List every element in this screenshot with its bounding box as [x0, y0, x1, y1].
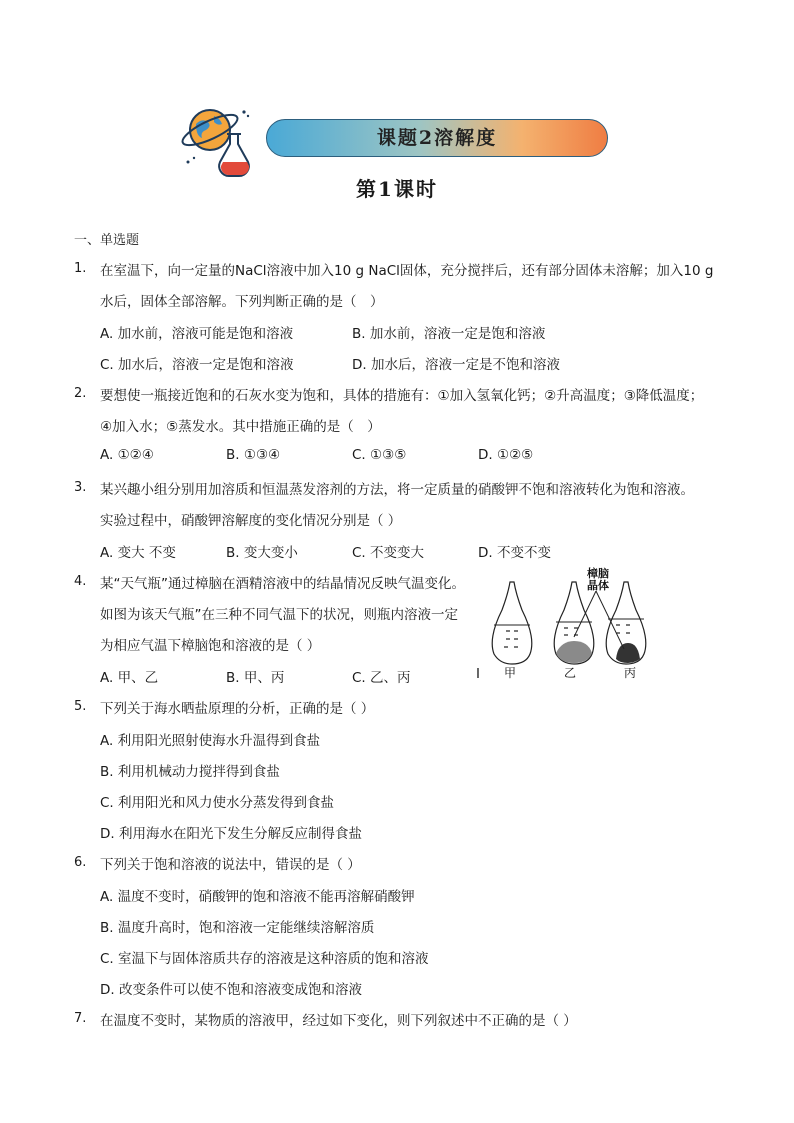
- question-text: 在室温下，向一定量的NaCl溶液中加入10 g NaCl固体，充分搅拌后，还有部分固体未溶解；加入10 g: [100, 263, 714, 279]
- option: A. 甲、乙: [100, 670, 159, 686]
- question-text: 下列关于海水晒盐原理的分析，正确的是（ ）: [100, 701, 375, 717]
- question-number: 1.: [74, 261, 87, 276]
- flask-bing: [606, 582, 646, 664]
- question-text: 实验过程中，硝酸钾溶解度的变化情况分别是（ ）: [100, 513, 402, 529]
- question-number: 3.: [74, 480, 87, 495]
- question-text: 在温度不变时，某物质的溶液甲，经过如下变化，则下列叙述中不正确的是（ ）: [100, 1013, 577, 1029]
- option: A. ①②④: [100, 447, 154, 463]
- option: I: [476, 666, 480, 682]
- option: C. 不变变大: [352, 545, 425, 561]
- option: C. 利用阳光和风力使水分蒸发得到食盐: [100, 795, 335, 811]
- weather-flask-figure: [484, 567, 654, 682]
- question-number: 4.: [74, 574, 87, 589]
- option: B. 变大变小: [226, 545, 298, 561]
- question-number: 7.: [74, 1011, 87, 1026]
- option: B. 利用机械动力搅拌得到食盐: [100, 764, 280, 780]
- lesson-subtitle: 第1课时: [356, 177, 438, 201]
- option: A. 温度不变时，硝酸钾的饱和溶液不能再溶解硝酸钾: [100, 889, 415, 905]
- question-number: 2.: [74, 386, 87, 401]
- option: D. 加水后，溶液一定是不饱和溶液: [352, 357, 560, 373]
- question-text: 某兴趣小组分别用加溶质和恒温蒸发溶剂的方法，将一定质量的硝酸钾不饱和溶液转化为饱和溶液。: [100, 482, 694, 498]
- flask-label: 乙: [564, 666, 577, 680]
- question-text: 某“天气瓶”通过樟脑在酒精溶液中的结晶情况反映气温变化。: [100, 576, 465, 592]
- chemistry-logo-icon: [180, 100, 260, 180]
- lesson-title: 课题2溶解度: [376, 127, 498, 149]
- option: A. 加水前，溶液可能是饱和溶液: [100, 326, 294, 342]
- option: C. 乙、丙: [352, 670, 411, 686]
- flask-yi: [554, 582, 594, 664]
- question-text: ④加入水；⑤蒸发水。其中措施正确的是（ ）: [100, 419, 381, 435]
- flask-jia: [492, 582, 532, 664]
- option: C. 加水后，溶液一定是饱和溶液: [100, 357, 294, 373]
- option: B. 甲、丙: [226, 670, 285, 686]
- flask-label: 甲: [504, 666, 517, 680]
- question-text: 如图为该天气瓶”在三种不同气温下的状况，则瓶内溶液一定: [100, 607, 458, 623]
- option: D. ①②⑤: [478, 447, 534, 463]
- section-heading: 一、单选题: [74, 233, 140, 248]
- flask-label: 丙: [624, 666, 637, 680]
- option: A. 变大 不变: [100, 545, 176, 561]
- option: D. 改变条件可以使不饱和溶液变成饱和溶液: [100, 982, 362, 998]
- option: C. ①③⑤: [352, 447, 407, 463]
- option: B. 温度升高时，饱和溶液一定能继续溶解溶质: [100, 920, 375, 936]
- question-text: 要想使一瓶接近饱和的石灰水变为饱和，具体的措施有：①加入氢氧化钙；②升高温度；③降低温度；: [100, 388, 704, 404]
- question-text: 水后，固体全部溶解。下列判断正确的是（ ）: [100, 294, 384, 310]
- question-number: 5.: [74, 699, 87, 714]
- option: D. 不变不变: [478, 545, 551, 561]
- crystal-label: 晶体: [587, 579, 609, 592]
- option: B. ①③④: [226, 447, 281, 463]
- crystal-label: 樟脑: [587, 567, 609, 580]
- question-text: 下列关于饱和溶液的说法中，错误的是（ ）: [100, 857, 361, 873]
- option: C. 室温下与固体溶质共存的溶液是这种溶质的饱和溶液: [100, 951, 429, 967]
- option: D. 利用海水在阳光下发生分解反应制得食盐: [100, 826, 362, 842]
- question-text: 为相应气温下樟脑饱和溶液的是（ ）: [100, 638, 321, 654]
- option: B. 加水前，溶液一定是饱和溶液: [352, 326, 546, 342]
- question-number: 6.: [74, 855, 87, 870]
- option: A. 利用阳光照射使海水升温得到食盐: [100, 733, 321, 749]
